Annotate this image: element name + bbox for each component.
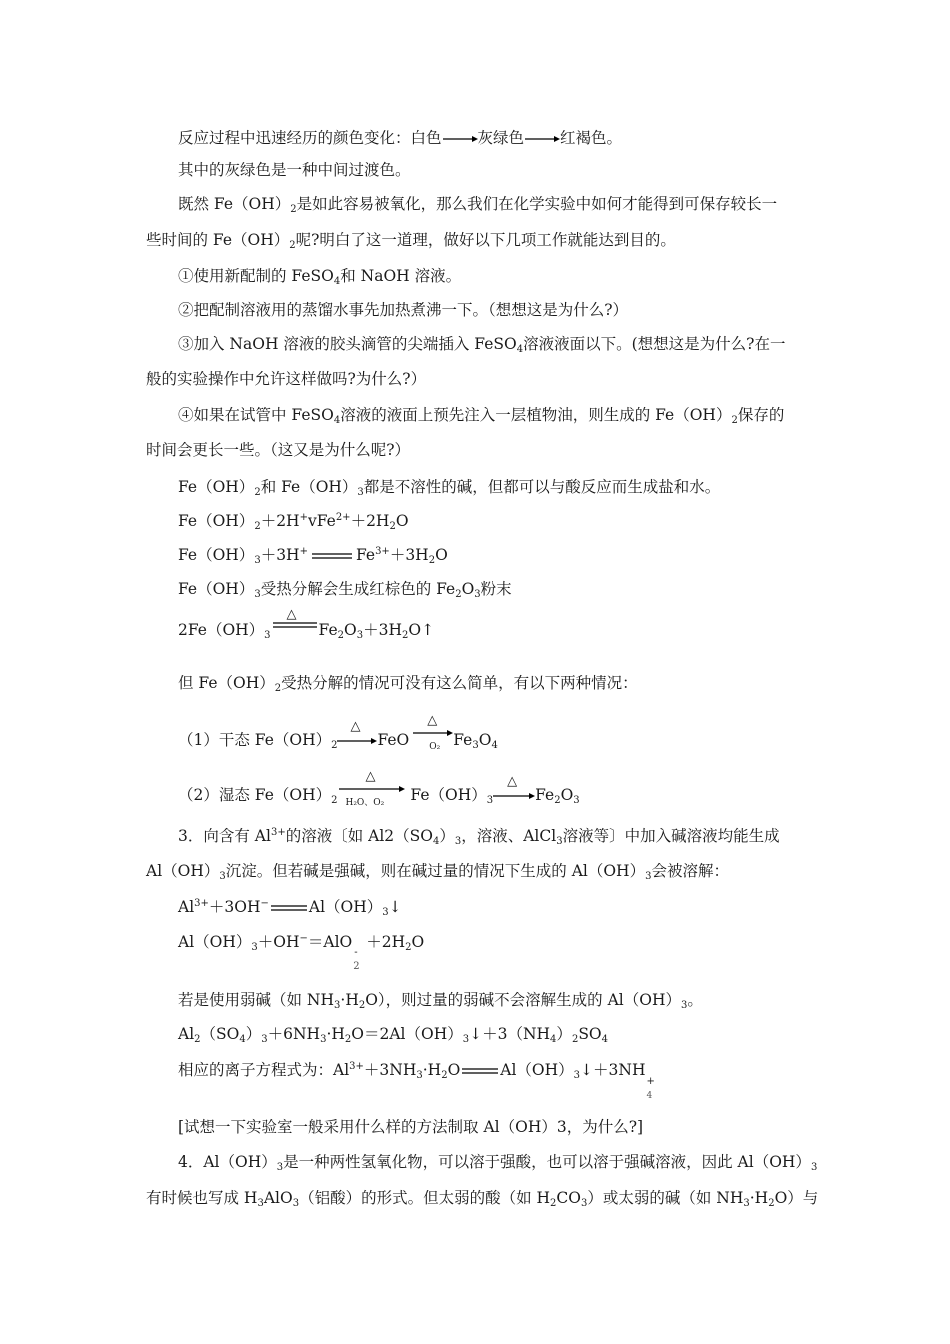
heat-arrow [493,774,535,801]
list-item-continued: 般的实验操作中允许这样做吗?为什么?） [146,370,427,388]
equation: $Fe(OH)_2+2H^+vFe^{2+}+2H_2O$ [178,512,409,532]
list-item: ②把配制溶液用的蒸馏水事先加热煮沸一下。（想想这是为什么?） [178,301,629,319]
section-heading-3: 3．向含有 $Al^{3+}$的溶液〔如 $Al2(SO_4)_3$，溶液、AlCl$_3$溶液等〕中加入碱溶液均能生成 [178,827,780,847]
heat-arrow [337,719,377,746]
heat-icon: △ [507,774,518,789]
heat-equals-sign [271,607,319,630]
heat-icon: △ [365,769,376,784]
list-item-continued: 时间会更长一些。（这又是为什么呢?） [146,441,411,459]
equals-sign [308,551,356,561]
question-line: [试想一下实验室一般采用什么样的方法制取 Al（OH）3，为什么?] [178,1118,644,1136]
equation: $Al_2(SO_4)_3+6NH_3\cdot H_2O=2Al(OH)_3↓+3(NH_4)_2SO_4$ [178,1025,609,1045]
paragraph-line: 既然 $Fe(OH)_2$是如此容易被氧化，那么我们在化学实验中如何才能得到可保存较长一 [178,195,778,215]
paragraph-line: $Fe(OH)_2$和 $Fe(OH)_3$都是不溶性的碱，但都可以与酸反应而生成盐和水。 [178,478,721,498]
equals-sign [460,1066,500,1076]
equation: $Al(OH)_3+OH^-=AlO$ - 2 $+2H_2O$ [178,933,425,972]
equals-sign [269,903,309,913]
list-item: ①使用新配制的 FeSO$_4$和 NaOH 溶液。 [178,267,462,287]
equation: 相应的离子方程式为：$Al^{3+}+3NH_3\cdot H_2O$ $Al(OH)_3↓+3NH$ + 4 [178,1061,655,1101]
section-heading-4: 4．$Al(OH)_3$是一种两性氢氧化物，可以溶于强酸，也可以溶于强碱溶液，因此 $Al(OH)_3$ [178,1153,818,1173]
heat-o2-arrow: △ O₂ [413,728,453,738]
heat-icon: △ [427,713,438,728]
equation-wet: （2）湿态 $Fe(OH)_2$ △ H₂O、O₂ $Fe(OH)_3$ △ $Fe_2O_3$ [178,769,580,808]
paragraph-line: $Fe(OH)_3$受热分解会生成红棕色的 $Fe_2O_3$粉末 [178,580,512,600]
color-change-line: 反应过程中迅速经历的颜色变化：白色 灰绿色 红褐色。 [178,129,623,147]
heat-h2o-o2-arrow: △ H₂O、O₂ [339,784,405,794]
paragraph-line: 些时间的 $Fe(OH)_2$呢?明白了这一道理，做好以下几项工作就能达到目的。 [146,231,676,251]
heat-icon: △ [286,607,297,622]
list-item: ④如果在试管中 FeSO$_4$溶液的液面上预先注入一层植物油，则生成的 $Fe(OH)_2$保存的 [178,406,785,426]
equation-dry: （1）干态 $Fe(OH)_2$ △ FeO △ O₂ $Fe_3O_4$ [178,713,498,752]
paragraph-line: 有时候也写成 $H_3AlO_3$（铝酸）的形式。但太弱的酸（如 $H_2CO_3$）或太弱的碱（如 $NH_3\cdot H_2O$）与 [146,1189,819,1209]
equation: $Fe(OH)_3+3H^+$ $Fe^{3+}+3H_2O$ [178,546,448,566]
equation: $Al^{3+}+3OH^-$ $Al(OH)_3↓$ [178,898,402,918]
paragraph-line: $Al(OH)_3$沉淀。但若碱是强碱，则在碱过量的情况下生成的 $Al(OH)_3$会被溶解： [146,862,729,882]
arrow [442,134,478,144]
equation: $2Fe(OH)_3$ △ $Fe_2O_3+3H_2O↑$ [178,607,435,641]
paragraph-line: 但 $Fe(OH)_2$受热分解的情况可没有这么简单，有以下两种情况： [178,674,638,694]
transition-color-line: 其中的灰绿色是一种中间过渡色。 [178,161,411,179]
heat-icon: △ [350,719,361,734]
arrow [524,134,560,144]
paragraph-line: 若是使用弱碱（如 $NH_3\cdot H_2O$），则过量的弱碱不会溶解生成的 $Al(OH)_3$。 [178,991,703,1011]
list-item: ③加入 NaOH 溶液的胶头滴管的尖端插入 FeSO$_4$溶液液面以下。(想想这是为什么?在一 [178,335,786,355]
